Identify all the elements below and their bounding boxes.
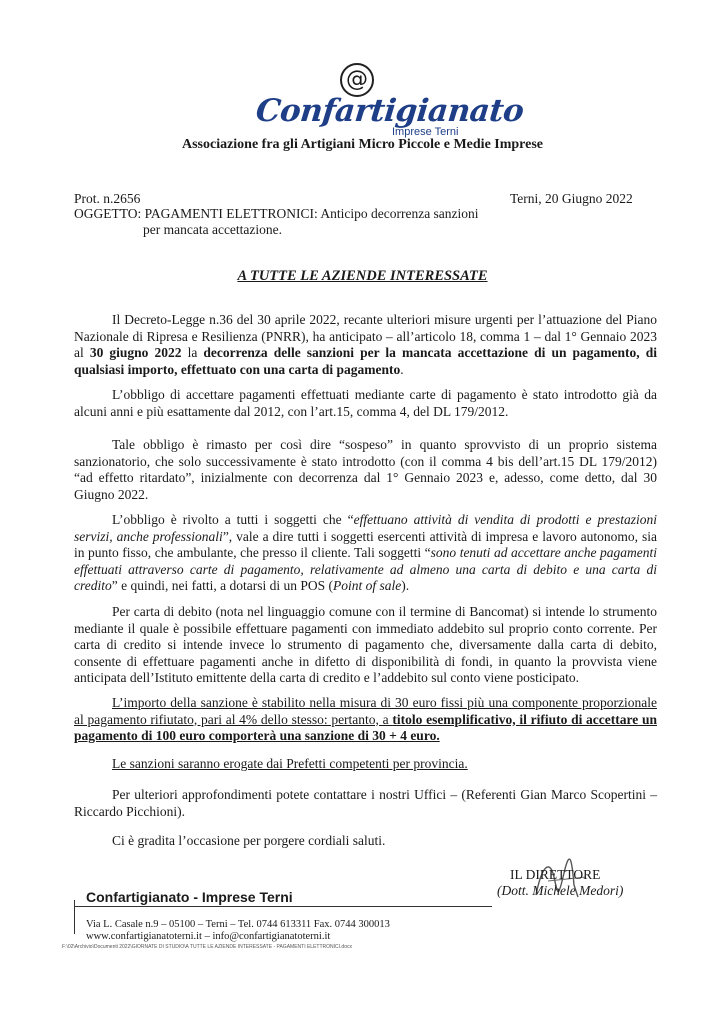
association-name: Associazione fra gli Artigiani Micro Piccole e Medie Imprese <box>181 137 544 152</box>
brand-subtitle: Imprese Terni <box>392 126 459 138</box>
brand-logo: Confartigianato <box>254 93 526 129</box>
footer-address: Via L. Casale n.9 – 05100 – Terni – Tel. 0744 613311 Fax. 0744 300013 <box>86 919 390 930</box>
subject-line-1: OGGETTO: PAGAMENTI ELETTRONICI: Anticipo decorrenza sanzioni <box>74 206 479 221</box>
protocol-number: Prot. n.2656 <box>74 191 141 206</box>
paragraph-sanction-amount: L’importo della sanzione è stabilito nella misura di 30 euro fissi più una componente proporzionale al pagamento rifiutato, pari al 4% dello stesso: pertanto, a titolo esemplificativo, il rifiuto di accettare un pagamento di 100 euro comporterà una sanzione di 30 + 4 euro. <box>74 695 657 744</box>
footer-organization: Confartigianato - Imprese Terni <box>86 889 293 905</box>
footer-divider <box>74 906 492 907</box>
subject-line-2: per mancata accettazione. <box>143 222 283 237</box>
paragraph-obligation-origin: L’obbligo di accettare pagamenti effettuati mediante carte di pagamento è stato introdotto già da alcuni anni e più esattamente dal 2012, con l’art.15, comma 4, del DL 179/2012. <box>74 387 657 419</box>
recipients-heading: A TUTTE LE AZIENDE INTERESSATE <box>237 268 488 284</box>
paragraph-prefects: Le sanzioni saranno erogate dai Prefetti competenti per provincia. <box>112 756 468 771</box>
at-symbol: @ <box>346 67 368 92</box>
paragraph-subjects: L’obbligo è rivolto a tutti i soggetti che “effettuano attività di vendita di prodotti e prestazioni servizi, anche professionali”, vale a dire tutti i soggetti esercenti attività di impresa e lavoro autonomo, sia in punto fisso, che ambulante, che presso il cliente. Tali soggetti “sono tenuti ad accettare anche pagamenti effettuati attraverso carte di pagamento, relativamente ad almeno una carta di debito e una carta di credito” e quindi, nei fatti, a dotarsi di un POS (Point of sale). <box>74 512 657 594</box>
footer-file-path: F:\02\Archivio\Documenti 2022\GIORNATE DI STUDIO\A TUTTE LE AZIENDE INTERESSATE - PAGAMENTI ELETTRONICI.docx <box>62 944 352 950</box>
paragraph-decree: Il Decreto-Legge n.36 del 30 aprile 2022, recante ulteriori misure urgenti per l’attuazione del Piano Nazionale di Ripresa e Resilienza (PNRR), ha anticipato – all’articolo 18, comma 1 – dal 1° Gennaio 2023 al 30 giugno 2022 la decorrenza delle sanzioni per la mancata accettazione di un pagamento, di qualsiasi importo, effettuato con una carta di pagamento. <box>74 312 657 377</box>
letter-date: Terni, 20 Giugno 2022 <box>510 191 633 206</box>
signatory-title: IL DIRETTORE <box>510 867 601 882</box>
at-symbol-logo-icon <box>340 63 374 97</box>
paragraph-contacts: Per ulteriori approfondimenti potete contattare i nostri Uffici – (Referenti Gian Marco Scopertini – Riccardo Picchioni). <box>74 787 657 819</box>
signatory-name: (Dott. Michele Medori) <box>497 883 624 898</box>
paragraph-suspended: Tale obbligo è rimasto per così dire “sospeso” in quanto sprovvisto di un proprio sistema sanzionatorio, che solo successivamente è stato introdotto (con il comma 4 bis dell’art.15 DL 179/2012) “ad effetto ritardato”, inizialmente con decorrenza dal 1° Gennaio 2023 e, adesso, come detto, dal 30 Giugno 2022. <box>74 437 657 502</box>
paragraph-card-definitions: Per carta di debito (nota nel linguaggio comune con il termine di Bancomat) si intende lo strumento mediante il quale è possibile effettuare pagamenti con immediato addebito sul proprio conto corrente. Per carta di credito si intende invece lo strumento di pagamento che, diversamente dalla carta di debito, consente di effettuare pagamenti anche in difetto di disponibilità di fondi, in quanto la provvista viene anticipata dell’Istituto emittente della carta di credito e l’addebito sul conto viene posticipato. <box>74 604 657 686</box>
footer-web-email[interactable]: www.confartigianatoterni.it – info@confartigianatoterni.it <box>86 931 331 942</box>
paragraph-greetings: Ci è gradita l’occasione per porgere cordiali saluti. <box>112 833 386 848</box>
